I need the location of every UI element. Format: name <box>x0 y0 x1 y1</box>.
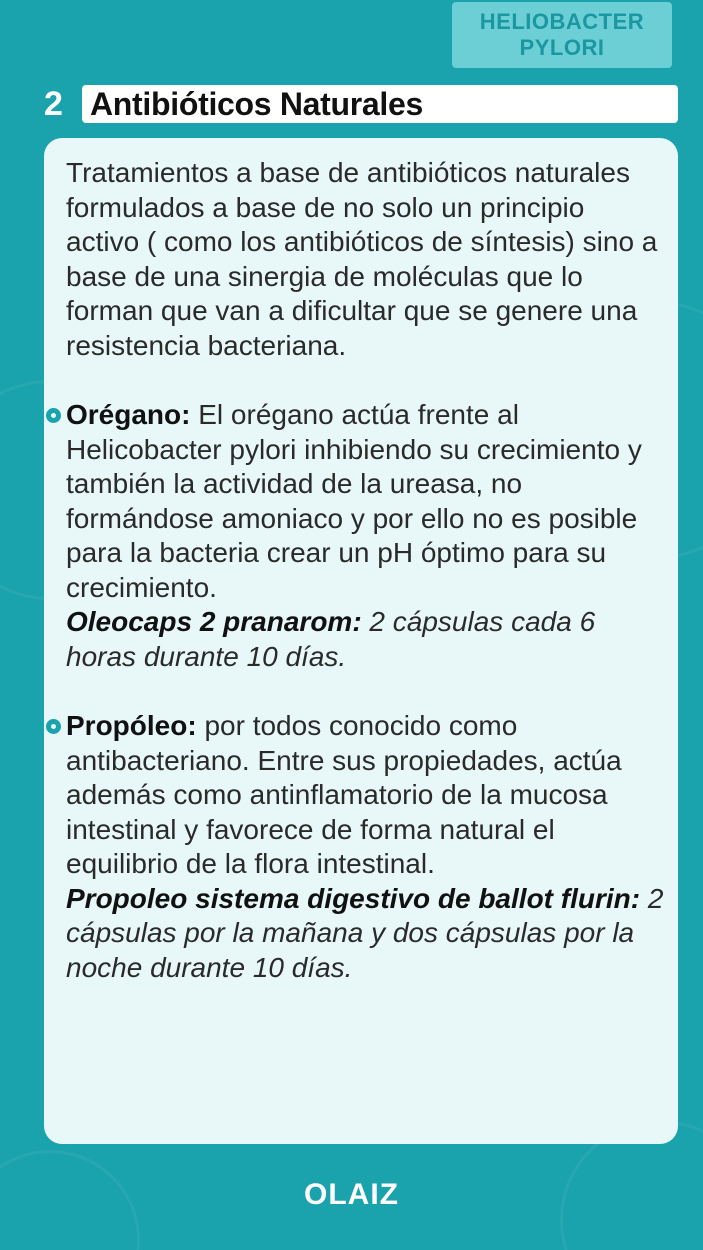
item-product: Oleocaps 2 pranarom: <box>66 606 362 637</box>
topic-tag <box>452 2 672 68</box>
list-item-oregano <box>66 398 664 674</box>
bullet-circle-icon <box>46 719 61 734</box>
item-product: Propoleo sistema digestivo de ballot flurin: <box>66 882 641 914</box>
item-dosage: 2 cápsulas por la mañana y dos cápsulas por la noche durante 10 días. <box>66 882 664 983</box>
section-title: Antibióticos Naturales <box>90 86 424 122</box>
list-item-propoleo <box>66 709 664 985</box>
topic-tag-line2: PYLORI <box>519 35 605 60</box>
topic-tag-line1: HELIOBACTER <box>479 9 645 34</box>
section-header <box>44 84 678 124</box>
section-number: 2 <box>44 85 63 123</box>
item-name: Propóleo: <box>66 710 197 741</box>
intro-paragraph: Tratamientos a base de antibióticos naturales formulados a base de no solo un principio activo ( como los antibióticos de síntesis) sino a base de una sinergia de moléculas que lo forman que van a dificultar que se genere una resistencia bacteriana. <box>66 157 658 361</box>
logo-text: OLAIZ <box>304 1178 399 1211</box>
bullet-circle-icon <box>46 408 61 423</box>
brand-logo <box>0 1178 703 1212</box>
item-dosage: 2 cápsulas cada 6 horas durante 10 días. <box>66 606 596 672</box>
item-description: El orégano actúa frente al Helicobacter pylori inhibiendo su crecimiento y también la actividad de la ureasa, no formándose amoniaco y por ello no es posible para la bacteria crear un pH óptimo para su crecimiento. <box>66 399 642 603</box>
item-description: por todos conocido como antibacteriano. Entre sus propiedades, actúa además como antinflamatorio de la mucosa intestinal y favorece de forma natural el equilibrio de la flora intestinal. <box>66 710 622 879</box>
section-title-box <box>82 85 678 123</box>
item-name: Orégano: <box>66 399 191 430</box>
content-card <box>44 138 678 1144</box>
